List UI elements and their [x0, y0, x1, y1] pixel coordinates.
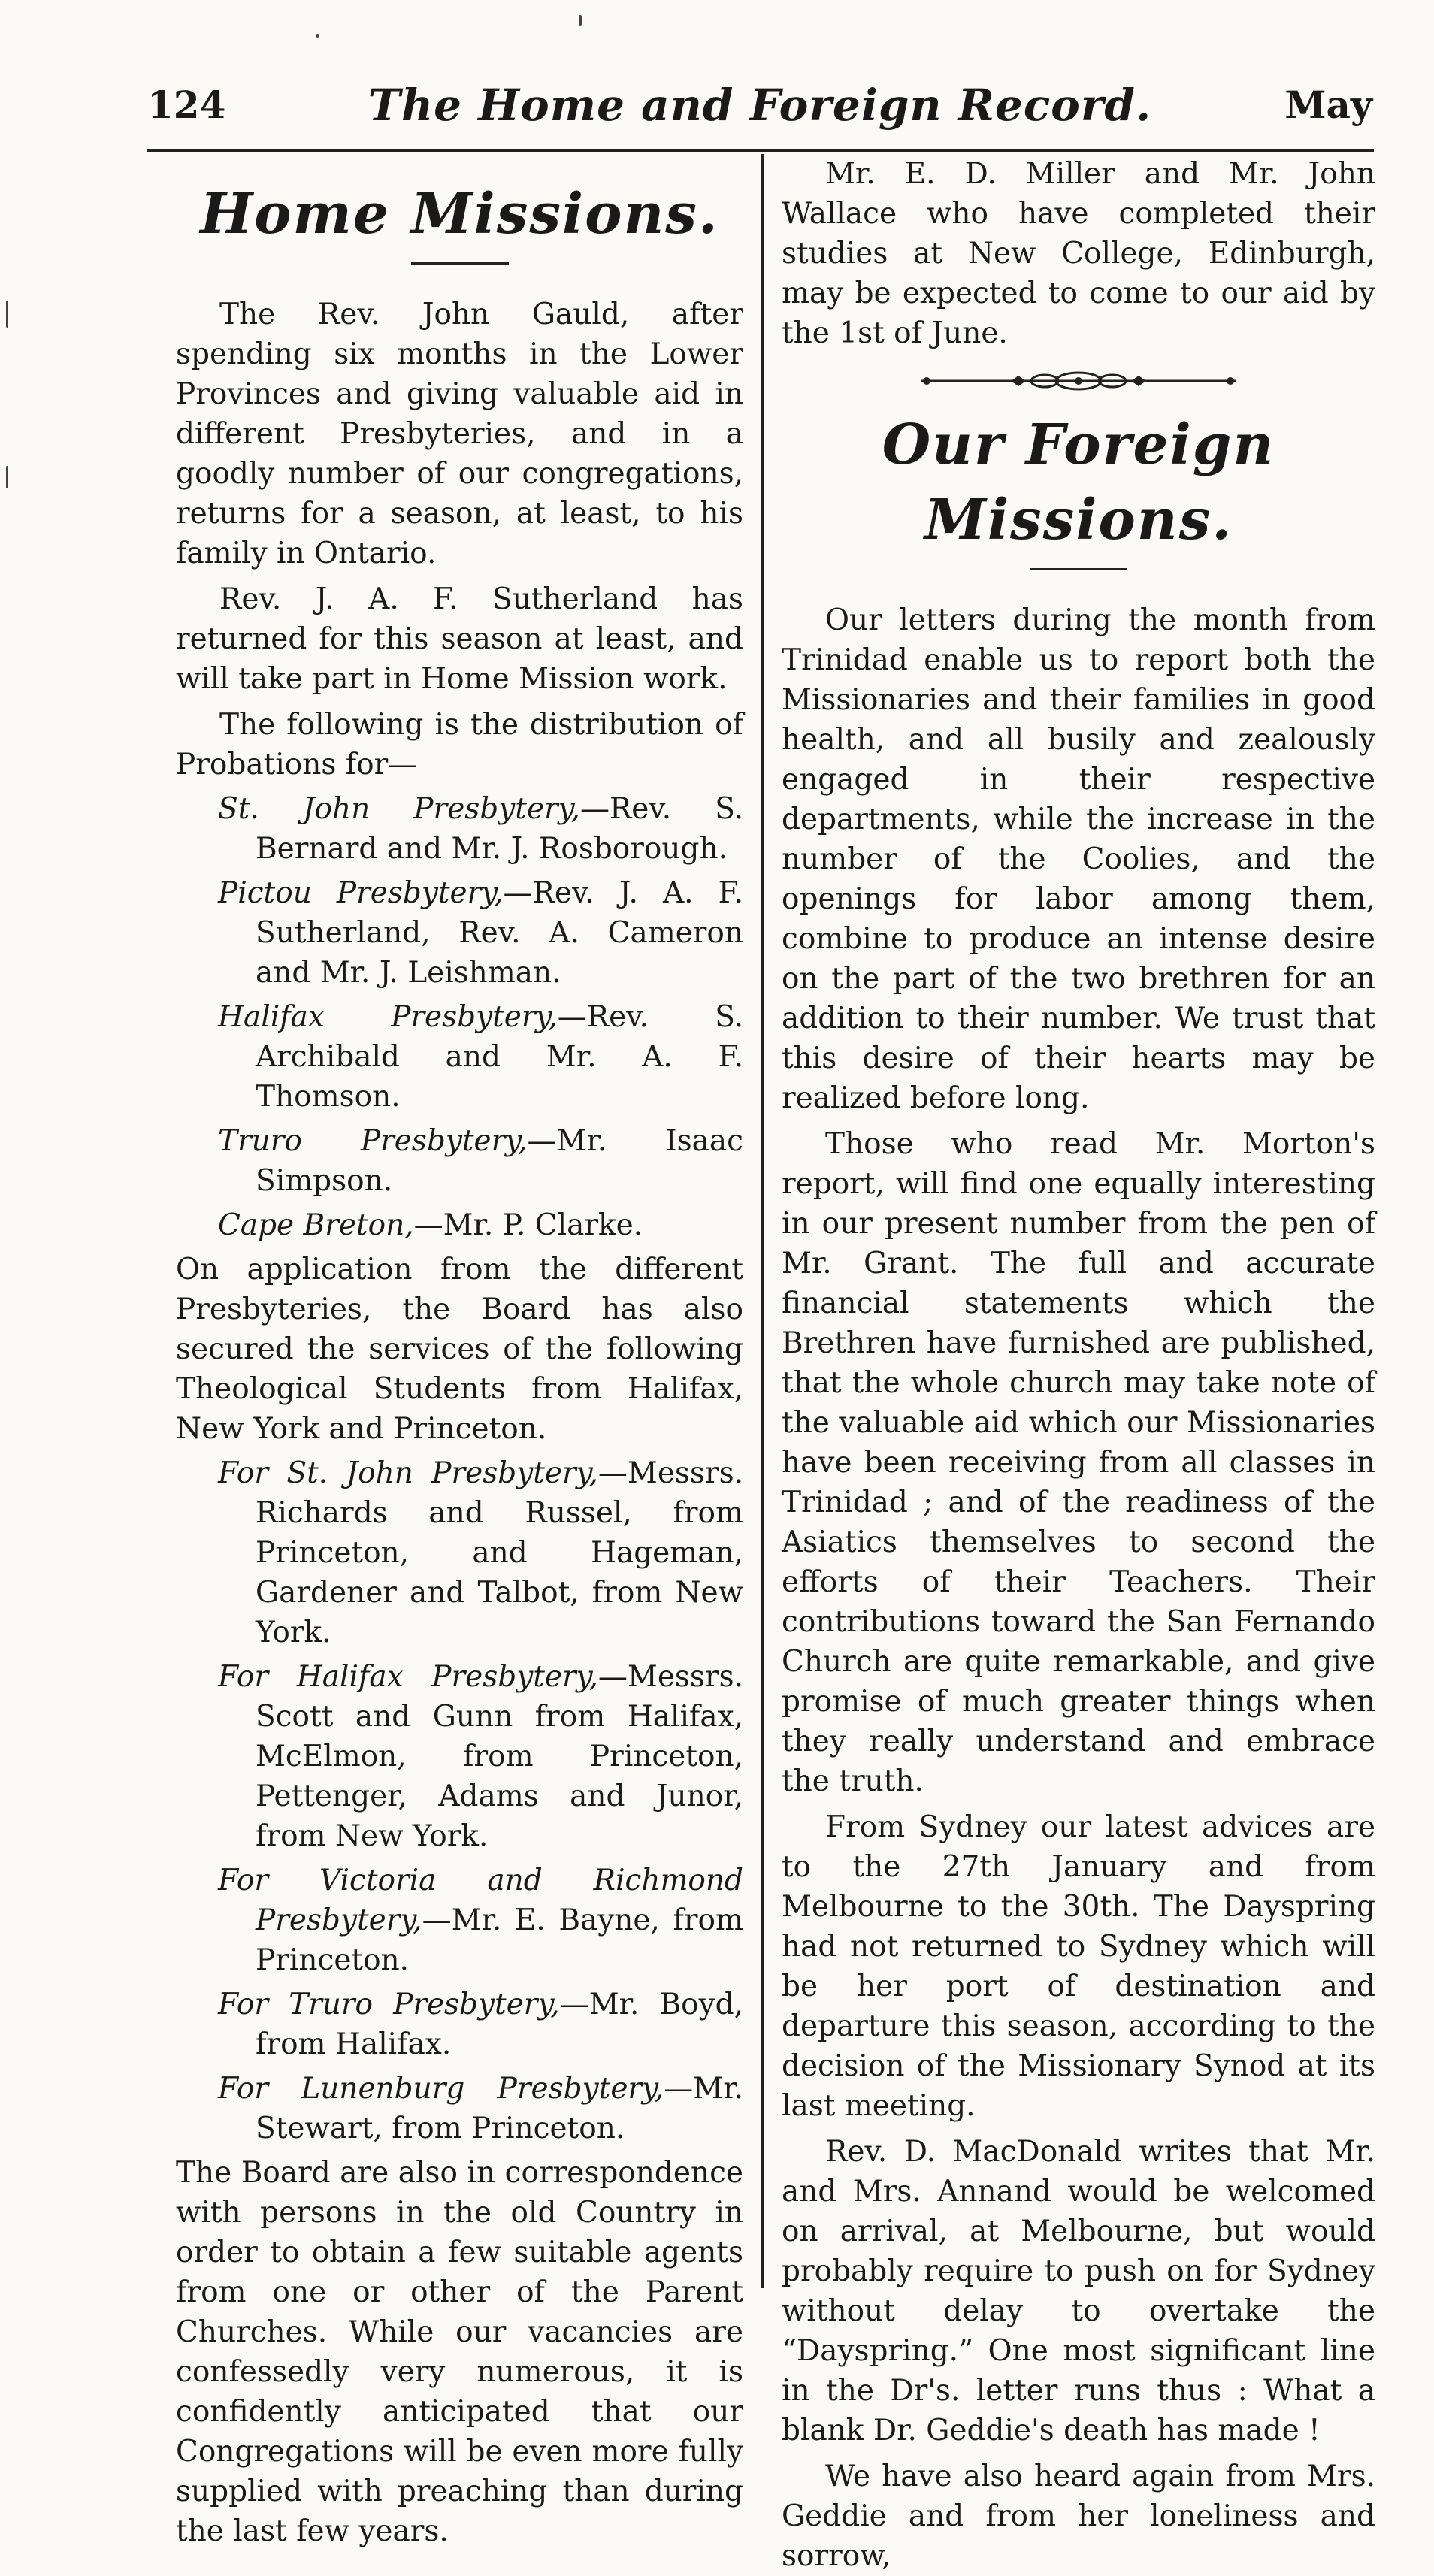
scan-speck: [6, 301, 8, 328]
scan-speck: [316, 34, 319, 38]
paragraph: Our letters during the month from Trinidad enable us to report both the Missionaries and their families in good health, and all busily and zealously engaged in their respective departments, while the increase in the number of the Coolies, and the openings for labor among them, combine to produce an intense desire on the part of the two brethren for an addition to their number. We trust that this desire of their hearts may be realized before long.: [782, 603, 1375, 1115]
header-rule: [147, 149, 1374, 152]
paragraph: Mr. E. D. Miller and Mr. John Wallace who have completed their studies at New College, Edinburgh, may be expected to come to our aid by the 1st of June.: [782, 157, 1375, 350]
paragraph: We have also heard again from Mrs. Geddie and from her loneliness and sorrow,: [782, 2460, 1375, 2573]
foreign-missions-title: Our Foreign Missions.: [882, 413, 1275, 552]
scan-speck: [579, 15, 582, 26]
journal-title: The Home and Foreign Record.: [368, 80, 1152, 131]
left-column: [176, 154, 743, 2551]
paragraph: The Board are also in correspondence with persons in the old Country in order to obtain a few suitable agents from one or other of the Parent Churches. While our vacancies are confessedly very numerous, it is confidently anticipated that our Congregations will be even more fully supplied with preaching than during the last few years.: [176, 2156, 743, 2548]
list-item: Truro Presbytery,—Mr. Isaac Simpson.: [218, 1124, 743, 1198]
paragraph: The Rev. John Gauld, after spending six months in the Lower Provinces and giving valuable aid in different Presbyteries, and in a goodly number of our congregations, returns for a season, at least, to his family in Ontario.: [176, 298, 743, 570]
paragraph: Those who read Mr. Morton's report, will find one equally interesting in our present number from the pen of Mr. Grant. The full and accurate financial statements which the Brethren have furnished are published, that the whole church may take note of the valuable aid which our Missionaries have been receiving from all classes in Trinidad ; and of the readiness of the Asiatics themselves to second the efforts of their Teachers. Their contributions toward the San Fernando Church are quite remarkable, and give promise of much greater things when they really understand and embrace the truth.: [782, 1127, 1375, 1798]
title-rule: [411, 262, 509, 265]
list-item: Cape Breton,—Mr. P. Clarke.: [218, 1208, 643, 1242]
list-item: For Lunenburg Presbytery,—Mr. Stewart, from Princeton.: [218, 2072, 743, 2145]
paragraph: Rev. J. A. F. Sutherland has returned for this season at least, and will take part in Home Mission work.: [176, 582, 743, 696]
list-item: Halifax Presbytery,—Rev. S. Archibald and Mr. A. F. Thomson.: [218, 1000, 743, 1114]
list-item: For Halifax Presbytery,—Messrs. Scott and Gunn from Halifax, McElmon, from Princeton, Pettenger, Adams and Junor, from New York.: [218, 1660, 743, 1853]
paragraph: Rev. D. MacDonald writes that Mr. and Mrs. Annand would be welcomed on arrival, at Melbourne, but would probably require to push on for Sydney without delay to overtake the “Dayspring.” One most significant line in the Dr's. letter runs thus : What a blank Dr. Geddie's death has made !: [782, 2135, 1375, 2448]
students-list: [176, 1453, 743, 2148]
paragraph: On application from the different Presbyteries, the Board has also secured the services of the following Theological Students from Halifax, New York and Princeton.: [176, 1253, 743, 1446]
page-number: 124: [147, 83, 226, 127]
list-item: St. John Presbytery,—Rev. S. Bernard and Mr. J. Rosborough.: [218, 792, 743, 866]
scan-speck: [6, 466, 8, 488]
list-item: For Victoria and Richmond Presbytery,—Mr. E. Bayne, from Princeton.: [218, 1864, 743, 1977]
right-column: [782, 154, 1375, 2576]
column-divider: [761, 154, 764, 2288]
ornament-divider-icon: [921, 370, 1236, 392]
list-item: Pictou Presbytery,—Rev. J. A. F. Sutherland, Rev. A. Cameron and Mr. J. Leishman.: [218, 876, 743, 990]
probationers-list: [176, 789, 743, 1245]
home-missions-title: Home Missions.: [200, 182, 719, 246]
list-item: For St. John Presbytery,—Messrs. Richards and Russel, from Princeton, and Hageman, Gardener and Talbot, from New York.: [218, 1456, 743, 1649]
issue-month: May: [1284, 83, 1372, 127]
list-item: For Truro Presbytery,—Mr. Boyd, from Halifax.: [218, 1988, 743, 2061]
paragraph: From Sydney our latest advices are to the 27th January and from Melbourne to the 30th. The Dayspring had not returned to Sydney which will be her port of destination and departure this season, according to the decision of the Missionary Synod at its last meeting.: [782, 1810, 1375, 2123]
page-header: [147, 80, 1372, 143]
paragraph: The following is the distribution of Probations for—: [176, 708, 743, 782]
title-rule: [1030, 568, 1127, 570]
